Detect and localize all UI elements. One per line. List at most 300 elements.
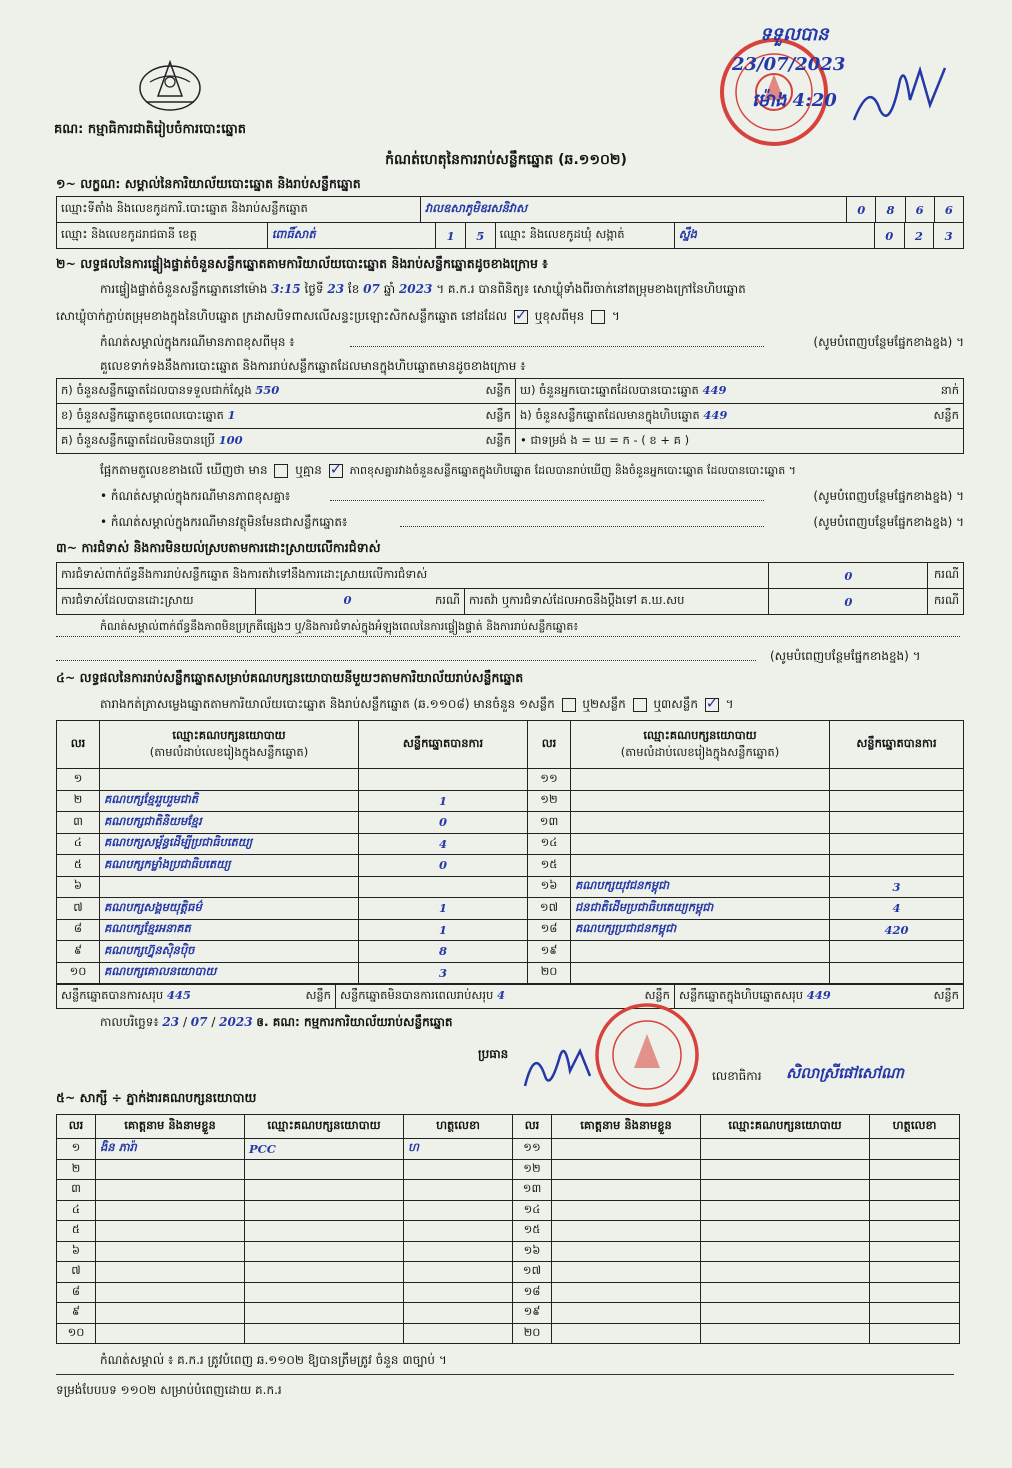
unit-case-1: ករណី — [928, 563, 964, 589]
complaint-row1-value: 0 — [769, 563, 928, 589]
witness-party — [245, 1241, 404, 1262]
unit-case-2: ករណី — [435, 593, 460, 607]
witness-party — [701, 1262, 870, 1283]
party-name — [571, 833, 830, 855]
party-name: គណបក្សហ្វ៊ុនស៊ិនប៉ិច — [100, 941, 359, 963]
made-day: 23 — [162, 1015, 180, 1029]
votes-col-party-2: ឈ្មោះគណបក្សនយោបាយ (តាមលំដាប់លេខរៀងក្នុងសន្លឹកឆ្នោត) — [571, 721, 830, 769]
station-info-table — [56, 196, 964, 223]
party-name — [571, 812, 830, 834]
witness-party — [701, 1180, 870, 1201]
section3-heading: ៣~ ការជំទាស់ និងការមិនយល់ស្របតាមការដោះស្រាយលើការជំទាស់ — [56, 540, 381, 555]
row-number: ១៤ — [513, 1200, 552, 1221]
same-checkbox[interactable] — [514, 310, 528, 324]
row-number: ១ — [57, 769, 100, 791]
row-number: ១៨ — [513, 1282, 552, 1303]
station-code-1: 0 — [847, 197, 876, 223]
different-label: ឬខុសពីមុន — [534, 309, 585, 323]
verify-text-b: ។ គ.ក.រ បានពិនិត្យ៖ សោឃ្លុំទាំងពីរចាក់នៅតម្រុមខាងក្រៅនៃហិបឆ្នោត — [436, 282, 746, 296]
witness-name — [552, 1323, 701, 1344]
witness-col-party: ឈ្មោះគណបក្សនយោបាយ — [245, 1115, 404, 1139]
witness-party — [701, 1241, 870, 1262]
sheet-2-checkbox[interactable] — [633, 698, 647, 712]
party-votes: 4 — [359, 833, 528, 855]
discrepancy-yes-checkbox[interactable] — [274, 464, 288, 478]
witness-party — [245, 1159, 404, 1180]
party-name: គណបក្សខ្មែររួបរួមជាតិ — [100, 790, 359, 812]
votes-col-no: លរ — [57, 721, 100, 769]
count-d-value: 449 — [702, 382, 727, 397]
party-votes: 3 — [830, 876, 964, 898]
party-votes: 0 — [359, 812, 528, 834]
province-info-table — [56, 222, 964, 249]
unit-person: នាក់ — [940, 382, 959, 397]
row-number: ៣ — [57, 812, 100, 834]
complaint-note-field-2[interactable] — [56, 660, 756, 661]
witness-party — [701, 1323, 870, 1344]
row-number: ១៦ — [513, 1241, 552, 1262]
official-stamp-bottom — [592, 1000, 702, 1110]
section5-heading: ៥~ សាក្សី ÷ ភ្នាក់ងារគណបក្សនយោបាយ — [56, 1090, 257, 1105]
row-number: ៧ — [57, 898, 100, 920]
party-votes — [830, 790, 964, 812]
station-label: ឈ្មោះទីតាំង និងលេខកូដការិ.បោះឆ្នោត និងរាប់សន្លឹកឆ្នោត — [57, 197, 421, 223]
party-votes: 420 — [830, 919, 964, 941]
party-votes — [830, 812, 964, 834]
witness-signature — [870, 1262, 960, 1283]
party-name: គណបក្សប្រជាជនកម្ពុជា — [571, 919, 830, 941]
table-row — [57, 1241, 960, 1262]
table-row — [57, 876, 964, 898]
table-row — [57, 812, 964, 834]
party-name — [571, 855, 830, 877]
secretary-label: លេខាធិការ — [712, 1069, 762, 1083]
difference-note-field[interactable] — [350, 346, 764, 347]
party-votes: 0 — [359, 855, 528, 877]
verify-text-a: ការផ្ទៀងផ្ទាត់ចំនួនសន្លឹកឆ្នោតនៅម៉ោង — [100, 282, 268, 296]
party-name: គណបក្សគោលនយោបាយ — [100, 962, 359, 984]
row-number: ២ — [57, 790, 100, 812]
commune-code-3: 3 — [934, 223, 964, 249]
unit-sheet-c: សន្លឹក — [485, 432, 511, 447]
witness-signature — [870, 1221, 960, 1242]
witness-signature — [404, 1303, 513, 1324]
bullet1-field[interactable] — [330, 500, 764, 501]
party-votes — [830, 769, 964, 791]
witness-name — [552, 1262, 701, 1283]
tally-sheets-line: តារាងកត់ត្រាសម្លេងឆ្នោតតាមការិយាល័យបោះឆ្នោត និងរាប់សន្លឹកឆ្នោត (ឆ.១១០៨) មានចំនួន ១សន្លឹក ឬ២សន្លឹក ឬ៣សន្លឹក ✓ ។ — [100, 696, 734, 714]
witness-name — [552, 1241, 701, 1262]
commune-value: ស្នឹង — [674, 223, 874, 249]
party-name: គណបក្សកម្លាំងប្រជាធិបតេយ្យ — [100, 855, 359, 877]
table-row — [57, 1303, 960, 1324]
witness-signature — [404, 1159, 513, 1180]
row-number: ៥ — [57, 855, 100, 877]
witness-signature — [870, 1180, 960, 1201]
witness-party — [701, 1221, 870, 1242]
table-row — [57, 1262, 960, 1283]
table-row — [57, 898, 964, 920]
row-number: ៣ — [57, 1180, 96, 1201]
total-invalid-label: សន្លឹកឆ្នោតមិនបានការពេលរាប់សរុប — [340, 988, 494, 1002]
table-row — [57, 1159, 960, 1180]
row-number: ៧ — [57, 1262, 96, 1283]
witness-name — [552, 1200, 701, 1221]
witness-party — [245, 1200, 404, 1221]
count-a-value: 550 — [255, 382, 280, 397]
party-votes: 1 — [359, 919, 528, 941]
complaint-row2-label: ការជំទាស់ដែលបានដោះស្រាយ — [57, 589, 256, 615]
row-number: ៦ — [57, 876, 100, 898]
discrepancy-line — [100, 462, 964, 480]
unit-sheet-a: សន្លឹក — [485, 382, 511, 397]
count-b-value: 1 — [227, 407, 236, 422]
row-number: ១២ — [528, 790, 571, 812]
witness-party — [245, 1221, 404, 1242]
unit-sheet-total-1: សន្លឹក — [305, 988, 331, 1002]
witness-name — [96, 1159, 245, 1180]
witness-name: ងិន ភារ៉ា — [96, 1139, 245, 1160]
party-name: គណបក្សសម្ព័ន្ធដើម្បីប្រជាធិបតេយ្យ — [100, 833, 359, 855]
witness-col-no: លរ — [57, 1115, 96, 1139]
witness-party — [245, 1282, 404, 1303]
total-valid-label: សន្លឹកឆ្នោតបានការសរុប — [61, 988, 164, 1002]
table-row — [57, 790, 964, 812]
count-e-value: 449 — [703, 407, 728, 422]
discrepancy-no-checkbox[interactable] — [329, 464, 343, 478]
votes-totals-table — [56, 984, 964, 1009]
footer-text: ទម្រង់បែបបទ ១១០២ សម្រាប់បំពេញដោយ គ.ក.រ — [56, 1383, 282, 1397]
row-number: ១៤ — [528, 833, 571, 855]
page-title: កំណត់ហេតុនៃការរាប់សន្លឹកឆ្នោត (ឆ.១១០២) — [385, 152, 627, 168]
party-votes — [830, 962, 964, 984]
tally-intro-b: ឬ២សន្លឹក — [582, 697, 626, 711]
national-emblem — [136, 52, 204, 114]
unit-sheet-total-2: សន្លឹក — [644, 988, 670, 1002]
commune-label: ឈ្មោះ និងលេខកូដឃុំ សង្កាត់ — [495, 223, 674, 249]
verify-day: 23 — [327, 282, 345, 296]
verify-month: 07 — [363, 282, 380, 296]
witness-note: កំណត់សម្គាល់ ៖ គ.ក.រ ត្រូវបំពេញ ឆ.១១០២ ឱ្យបានត្រឹមត្រូវ ចំនួន ៣ច្បាប់ ។ — [100, 1353, 447, 1367]
province-code-1: 1 — [436, 223, 466, 249]
bullet2-line — [100, 514, 964, 532]
witness-party — [245, 1323, 404, 1344]
party-name — [100, 876, 359, 898]
row-number: ៤ — [57, 833, 100, 855]
row-number: ៦ — [57, 1241, 96, 1262]
verify-time: 3:15 — [271, 282, 301, 296]
discrepancy-has-label: ផ្អែកតាមតួលេខខាងលើ ឃើញថា មាន — [100, 463, 268, 477]
witness-name — [552, 1180, 701, 1201]
witness-name — [552, 1282, 701, 1303]
province-value: ពោធិ៍សាត់ — [267, 223, 435, 249]
party-name: គណបក្សខ្មែរអនាគត — [100, 919, 359, 941]
station-code-2: 8 — [876, 197, 905, 223]
row-number: ២ — [57, 1159, 96, 1180]
month-label: ខែ — [347, 282, 360, 296]
table-row — [57, 1323, 960, 1344]
witness-name — [552, 1221, 701, 1242]
witness-col-name-2: គោត្តនាម និងនាមខ្លួន — [552, 1115, 701, 1139]
table-row — [57, 1180, 960, 1201]
row-number: ១៥ — [528, 855, 571, 877]
witness-signature — [870, 1139, 960, 1160]
witness-party — [245, 1180, 404, 1201]
votes-table — [56, 720, 964, 984]
tally-intro-c: ឬ៣សន្លឹក — [653, 697, 698, 711]
party-votes: 1 — [359, 898, 528, 920]
commune-code-2: 2 — [904, 223, 934, 249]
total-box-label: សន្លឹកឆ្នោតក្នុងហិបឆ្នោតសរុប — [679, 988, 804, 1002]
made-suffix: ឲ. គណ: កម្មការការិយាល័យរាប់សន្លឹកឆ្នោត — [256, 1015, 453, 1029]
party-name — [100, 769, 359, 791]
row-number: ១៩ — [528, 941, 571, 963]
party-votes: 8 — [359, 941, 528, 963]
witness-name — [96, 1221, 245, 1242]
bullet1-label: • កំណត់សម្គាល់ក្នុងករណីមានភាពខុសគ្នា៖ — [100, 489, 291, 503]
witness-name — [96, 1200, 245, 1221]
row-number: ៥ — [57, 1221, 96, 1242]
province-code-2: 5 — [465, 223, 495, 249]
witness-name — [96, 1180, 245, 1201]
row-number: ១០ — [57, 962, 100, 984]
votes-col-votes-2: សន្លឹកឆ្នោតបានការ — [830, 721, 964, 769]
unit-case-3: ករណី — [928, 589, 964, 615]
row-number: ១៧ — [528, 898, 571, 920]
count-c-value: 100 — [218, 432, 243, 447]
witness-party — [245, 1303, 404, 1324]
count-b-label: ខ) ចំនួនសន្លឹកឆ្នោតខូចពេលបោះឆ្នោត — [61, 407, 224, 422]
sheet-1-checkbox[interactable] — [562, 698, 576, 712]
table-row — [57, 1221, 960, 1242]
votes-col-party: ឈ្មោះគណបក្សនយោបាយ (តាមលំដាប់លេខរៀងក្នុងសន្លឹកឆ្នោត) — [100, 721, 359, 769]
table-row — [57, 919, 964, 941]
witness-col-party-2: ឈ្មោះគណបក្សនយោបាយ — [701, 1115, 870, 1139]
total-invalid-value: 4 — [496, 988, 505, 1002]
witness-name — [96, 1323, 245, 1344]
ballot-counts-table — [56, 378, 964, 454]
received-time: ម៉ោង 4:20 — [752, 90, 837, 111]
table-row — [57, 1200, 960, 1221]
made-year: 2023 — [219, 1015, 253, 1029]
unit-sheet-b: សន្លឹក — [485, 407, 511, 422]
unit-sheet-e: សន្លឹក — [933, 407, 959, 422]
party-votes — [830, 941, 964, 963]
seal-line: សោឃ្លុំចាក់ភ្ជាប់តម្រុមខាងក្នុងនៃហិបឆ្នោត ក្រដាសបិទពាសលើសន្ទះប្រឡោះសិកសន្លឹកឆ្នោត នៅដដែល ✓ ឬខុសពីមុន ។ — [56, 308, 620, 326]
table-row — [57, 855, 964, 877]
secretary-signature: សិលាស្រីផៅសៅណា — [786, 1064, 904, 1082]
party-votes: 4 — [830, 898, 964, 920]
witness-col-sign: ហត្ថលេខា — [404, 1115, 513, 1139]
count-e-label: ង) ចំនួនសន្លឹកឆ្នោតដែលមានក្នុងហិបឆ្នោត — [520, 407, 700, 422]
row-number: ៨ — [57, 919, 100, 941]
party-name: គណបក្សជាតិនិយមខ្មែរ — [100, 812, 359, 834]
seal-text: សោឃ្លុំចាក់ភ្ជាប់តម្រុមខាងក្នុងនៃហិបឆ្នោត ក្រដាសបិទពាសលើសន្ទះប្រឡោះសិកសន្លឹកឆ្នោត នៅដដែល — [56, 309, 508, 323]
table-row — [57, 769, 964, 791]
party-name — [571, 790, 830, 812]
verify-year: 2023 — [398, 282, 433, 296]
witness-signature — [870, 1241, 960, 1262]
party-name — [571, 769, 830, 791]
bullet2-field[interactable] — [400, 526, 764, 527]
complaint-note-field[interactable] — [56, 636, 960, 637]
witness-party — [701, 1159, 870, 1180]
row-number: ១៨ — [528, 919, 571, 941]
votes-col-no-2: លរ — [528, 721, 571, 769]
different-checkbox[interactable] — [591, 310, 605, 324]
witness-name — [96, 1303, 245, 1324]
bullet1-line — [100, 488, 964, 506]
fill-hint-3: (សូមបំពេញបន្ថែមផ្នែកខាងខ្នង) ។ — [813, 515, 964, 529]
footer-rule — [56, 1374, 954, 1375]
witness-party: PCC — [245, 1139, 404, 1160]
row-number: ១១ — [528, 769, 571, 791]
table-row — [57, 1282, 960, 1303]
witness-signature — [870, 1303, 960, 1324]
witness-signature — [870, 1282, 960, 1303]
count-c-label: គ) ចំនួនសន្លឹកឆ្នោតដែលមិនបានប្រើ — [61, 432, 215, 447]
witness-name — [552, 1159, 701, 1180]
witness-table — [56, 1114, 960, 1344]
witness-party — [245, 1262, 404, 1283]
witness-signature — [404, 1241, 513, 1262]
witness-name — [552, 1303, 701, 1324]
row-number: ៩ — [57, 1303, 96, 1324]
count-a-label: ក) ចំនួនសន្លឹកឆ្នោតដែលបានទទួលជាក់ស្តែង — [61, 382, 252, 397]
witness-signature — [870, 1159, 960, 1180]
complaint-row2-value: 0 — [343, 593, 352, 607]
complaint-row2b-value: 0 — [769, 589, 928, 615]
fill-hint-2: (សូមបំពេញបន្ថែមផ្នែកខាងខ្នង) ។ — [813, 489, 964, 503]
party-votes — [359, 769, 528, 791]
chair-signature — [520, 1036, 600, 1099]
witness-signature — [404, 1180, 513, 1201]
received-date: 23/07/2023 — [732, 54, 846, 75]
row-number: ២០ — [528, 962, 571, 984]
witness-signature — [870, 1200, 960, 1221]
committee-name: គណ: កម្មាធិការជាតិរៀបចំការបោះឆ្នោត — [54, 122, 246, 137]
witness-party — [701, 1282, 870, 1303]
row-number: ១៧ — [513, 1262, 552, 1283]
tally-intro: តារាងកត់ត្រាសម្លេងឆ្នោតតាមការិយាល័យបោះឆ្នោត និងរាប់សន្លឹកឆ្នោត (ឆ.១១០៨) មានចំនួន ១សន្លឹក — [100, 697, 555, 711]
signature-top — [850, 60, 950, 133]
table-row — [57, 962, 964, 984]
total-valid-value: 445 — [166, 988, 191, 1002]
station-code-3: 6 — [905, 197, 934, 223]
made-month: 07 — [190, 1015, 208, 1029]
party-name: គណបក្សយុវជនកម្ពុជា — [571, 876, 830, 898]
table-row — [57, 1139, 960, 1160]
witness-signature — [404, 1200, 513, 1221]
witness-col-no-2: លរ — [513, 1115, 552, 1139]
verification-paragraph — [100, 281, 964, 299]
witness-signature — [870, 1323, 960, 1344]
party-votes: 3 — [359, 962, 528, 984]
witness-party — [701, 1200, 870, 1221]
difference-note-label: កំណត់សម្គាល់ក្នុងករណីមានភាពខុសពីមុន ៖ — [100, 335, 295, 349]
row-number: ២០ — [513, 1323, 552, 1344]
section1-heading: ១~ លក្ខណ: សម្គាល់នៃការិយាល័យបោះឆ្នោត និងរាប់សន្លឹកឆ្នោត — [56, 176, 361, 191]
counts-intro: គួលេខទាក់ទងនឹងការបោះឆ្នោត និងការរាប់សន្លឹកឆ្នោតដែលមានក្នុងហិបឆ្នោតមានដូចខាងក្រោម ៖ — [100, 359, 526, 373]
row-number: ៩ — [57, 941, 100, 963]
row-number: ១៩ — [513, 1303, 552, 1324]
witness-name — [96, 1262, 245, 1283]
station-value: វាលឧសាភូមិឧរសនិវាស — [420, 197, 846, 223]
witness-col-name: គោត្តនាម និងនាមខ្លួន — [96, 1115, 245, 1139]
witness-signature — [404, 1262, 513, 1283]
row-number: ១៥ — [513, 1221, 552, 1242]
witness-name — [96, 1241, 245, 1262]
complaints-table — [56, 562, 964, 615]
discrepancy-text: ភាពខុសគ្នារវាងចំនួនសន្លឹកឆ្នោតក្នុងហិបឆ្នោត ដែលបានរាប់ឃើញ និងចំនួនអ្នកបោះឆ្នោត ដែលបានបោះឆ្នោត ។ — [349, 464, 796, 477]
fill-hint-4: (សូមបំពេញបន្ថែមផ្នែកខាងខ្នង) ។ — [770, 649, 921, 663]
party-name: គណបក្សសង្គមយុត្តិធម៌ — [100, 898, 359, 920]
party-votes — [830, 833, 964, 855]
witness-signature — [404, 1221, 513, 1242]
table-row — [57, 833, 964, 855]
total-box-value: 449 — [806, 988, 831, 1002]
party-name: ជនជាតិដើមប្រជាធិបតេយ្យកម្ពុជា — [571, 898, 830, 920]
count-formula: • ជាទម្រង់ ង = ឃ = ក - ( ខ + គ ) — [516, 429, 964, 454]
witness-party — [701, 1303, 870, 1324]
witness-col-sign-2: ហត្ថលេខា — [870, 1115, 960, 1139]
complaint-note: កំណត់សម្គាល់ពាក់ព័ន្ធនឹងភាពមិនប្រក្រតីផ្សេងៗ ឬ/និងការជំទាស់ក្នុងអំឡុងពេលនៃការផ្ទៀងផ្ទាត់ និងការរាប់សន្លឹកឆ្នោត៖ — [100, 620, 579, 633]
row-number: ១៦ — [528, 876, 571, 898]
row-number: ១១ — [513, 1139, 552, 1160]
complaint-row2b-label: ការតវ៉ា ឬការជំទាស់ដែលអាចនឹងប្តឹងទៅ គ.ឃ.សប — [465, 589, 769, 615]
votes-col-votes: សន្លឹកឆ្នោតបានការ — [359, 721, 528, 769]
row-number: ១២ — [513, 1159, 552, 1180]
station-code-4: 6 — [934, 197, 963, 223]
year-label: ឆ្នាំ — [383, 282, 396, 296]
section4-heading: ៤~ លទ្ធផលនៃការរាប់សន្លឹកឆ្នោតសម្រាប់គណបក្សនយោបាយនីមួយៗតាមការិយាល័យរាប់សន្លឹកឆ្នោត — [56, 670, 524, 685]
complaint-row1-label: ការជំទាស់ពាក់ព័ន្ធនឹងការរាប់សន្លឹកឆ្នោត និងការតវ៉ាទៅនឹងការដោះស្រាយលើការជំទាស់ — [57, 563, 769, 589]
received-note: ទទួលបាន — [760, 24, 829, 45]
signing-date-line: កាលបរិច្ឆេទ៖ 23 / 07 / 2023 ឲ. គណ: កម្មការការិយាល័យរាប់សន្លឹកឆ្នោត — [100, 1015, 453, 1029]
row-number: ៨ — [57, 1282, 96, 1303]
fill-hint-1: (សូមបំពេញបន្ថែមផ្នែកខាងខ្នង) ។ — [813, 335, 964, 349]
witness-signature — [404, 1282, 513, 1303]
row-number: ១០ — [57, 1323, 96, 1344]
party-name — [571, 941, 830, 963]
sheet-3-checkbox[interactable] — [705, 698, 719, 712]
witness-signature — [404, 1323, 513, 1344]
commune-code-1: 0 — [874, 223, 904, 249]
table-row — [57, 941, 964, 963]
difference-note-line — [100, 334, 964, 352]
party-votes — [359, 876, 528, 898]
count-d-label: ឃ) ចំនួនអ្នកបោះឆ្នោតដែលបានបោះឆ្នោត — [520, 382, 699, 397]
row-number: ១៣ — [528, 812, 571, 834]
made-on-label: កាលបរិច្ឆេទ៖ — [100, 1015, 159, 1029]
witness-party — [701, 1139, 870, 1160]
province-label: ឈ្មោះ និងលេខកូដរាជធានី ខេត្ត — [57, 223, 268, 249]
unit-sheet-total-3: សន្លឹក — [933, 988, 959, 1002]
day-label: ថ្ងៃទី — [304, 282, 324, 296]
chair-label: ប្រធាន — [478, 1047, 509, 1061]
row-number: ១ — [57, 1139, 96, 1160]
row-number: ១៣ — [513, 1180, 552, 1201]
witness-name — [552, 1139, 701, 1160]
row-number: ៤ — [57, 1200, 96, 1221]
section2-heading: ២~ លទ្ធផលនៃការផ្ទៀងផ្ទាត់ចំនួនសន្លឹកឆ្នោតតាមការិយាល័យបោះឆ្នោត និងរាប់សន្លឹកឆ្នោតដូចខាងក្រោម ៖ — [56, 256, 548, 271]
witness-signature: ហ — [404, 1139, 513, 1160]
discrepancy-no-label: ឬគ្មាន — [295, 463, 322, 477]
witness-name — [96, 1282, 245, 1303]
party-name — [571, 962, 830, 984]
party-votes: 1 — [359, 790, 528, 812]
bullet2-label: • កំណត់សម្គាល់ក្នុងករណីមានវត្ថុមិនមែនជាសន្លឹកឆ្នោត៖ — [100, 515, 348, 529]
